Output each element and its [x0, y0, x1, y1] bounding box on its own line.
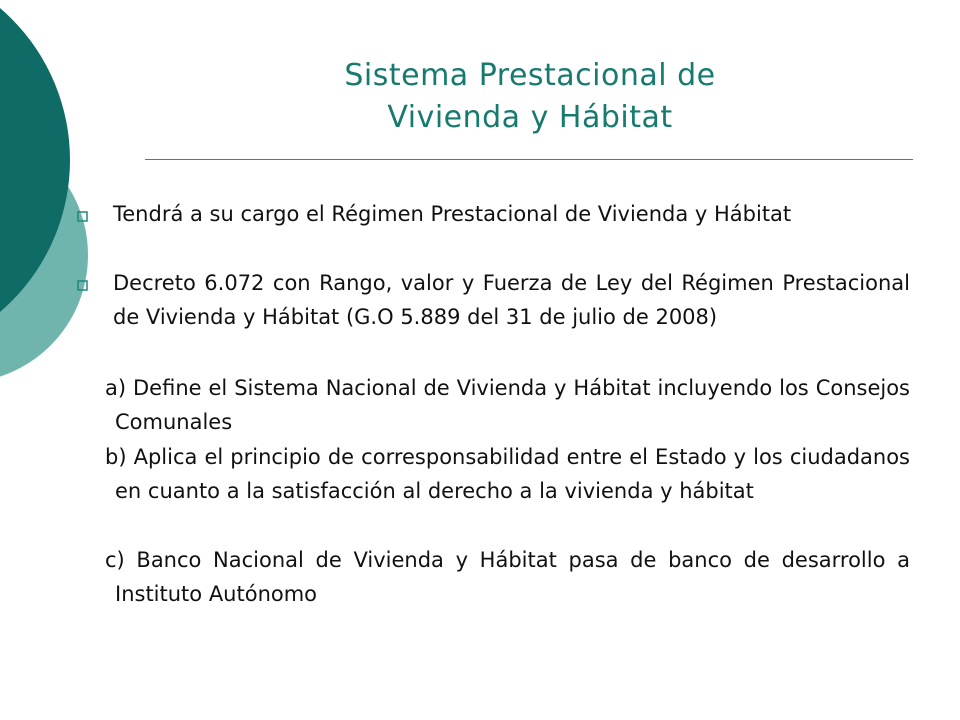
- sub-item-c: c) Banco Nacional de Vivienda y Hábitat pasa de banco de desarrollo a Instituto Autónomo: [105, 548, 910, 606]
- sub-item-a: a) Define el Sistema Nacional de Vivienda y Hábitat incluyendo los Consejos Comunales: [105, 376, 910, 434]
- sub-item-b: b) Aplica el principio de corresponsabilidad entre el Estado y los ciudadanos en cuanto a la satisfacción al derecho a la vivienda y hábitat: [105, 445, 910, 503]
- bullet-item-2: Decreto 6.072 con Rango, valor y Fuerza de Ley del Régimen Prestacional de Vivienda y Hábitat (G.O 5.889 del 31 de julio de 2008): [113, 271, 910, 329]
- bullet-item-1: Tendrá a su cargo el Régimen Prestacional de Vivienda y Hábitat: [113, 202, 792, 226]
- hollow-square-bullet-icon: [76, 210, 90, 224]
- hollow-square-bullet-icon: [76, 279, 90, 293]
- title-line-1: Sistema Prestacional de: [344, 58, 716, 93]
- title-line-2: Vivienda y Hábitat: [387, 100, 673, 135]
